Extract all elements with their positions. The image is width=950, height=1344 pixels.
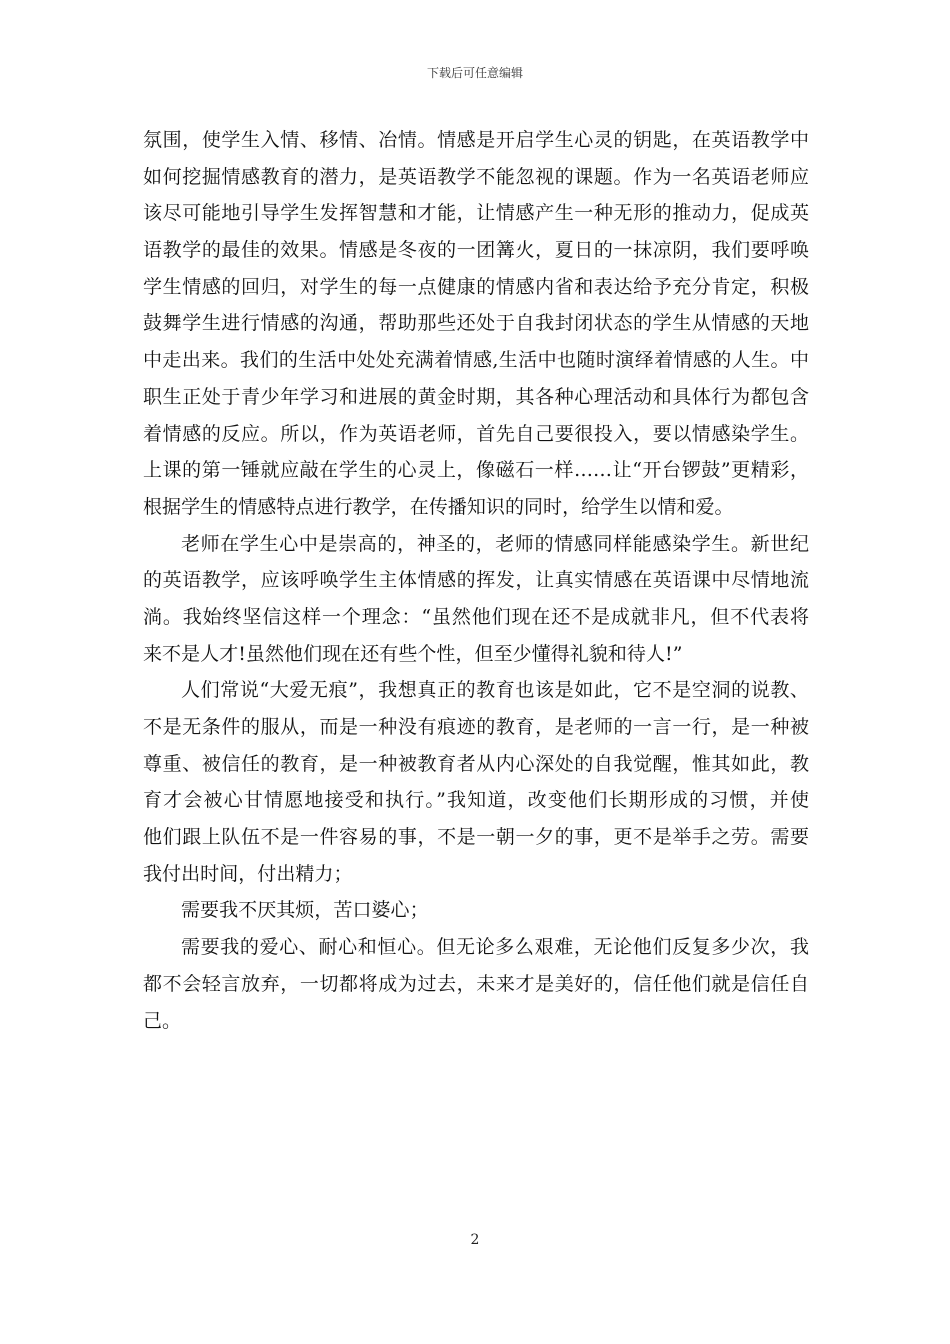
text-line: 着情感的反应。所以，作为英语老师，首先自己要很投入，要以情感染学生。 (143, 422, 809, 445)
text-line: 人们常说“大爱无痕”，我想真正的教育也该是如此，它不是空洞的说教、 (181, 679, 809, 702)
text-line: 他们跟上队伍不是一件容易的事，不是一朝一夕的事，更不是举手之劳。需要 (143, 826, 809, 849)
text-line: 不是无条件的服从，而是一种没有痕迹的教育，是老师的一言一行，是一种被 (143, 716, 809, 738)
paragraph (143, 672, 809, 892)
text-line: 中走出来。我们的生活中处处充满着情感,生活中也随时演绎着情感的人生。中 (143, 349, 809, 372)
document-body (143, 122, 809, 1039)
paragraph (143, 526, 809, 673)
text-line: 都不会轻言放弃，一切都将成为过去，未来才是美好的，信任他们就是信任自 (143, 972, 809, 995)
text-line: 需要我的爱心、耐心和恒心。但无论多么艰难，无论他们反复多少次，我 (181, 936, 809, 959)
text-line: 如何挖掘情感教育的潜力，是英语教学不能忽视的课题。作为一名英语老师应 (143, 165, 809, 188)
text-line: 该尽可能地引导学生发挥智慧和才能，让情感产生一种无形的推动力，促成英 (143, 202, 809, 225)
text-line: 根据学生的情感特点进行教学，在传播知识的同时，给学生以情和爱。 (143, 495, 734, 518)
text-line: 尊重、被信任的教育，是一种被教育者从内心深处的自我觉醒，惟其如此，教 (143, 752, 809, 775)
text-line: 的英语教学，应该呼唤学生主体情感的挥发，让真实情感在英语课中尽情地流 (143, 569, 809, 592)
text-line: 语教学的最佳的效果。情感是冬夜的一团篝火，夏日的一抹凉阴，我们要呼唤 (143, 239, 809, 262)
text-line: 需要我不厌其烦，苦口婆心； (181, 899, 429, 922)
text-line: 上课的第一锤就应敲在学生的心灵上，像磁石一样……让“开台锣鼓”更精彩， (143, 459, 809, 482)
page-number: 2 (470, 1232, 480, 1248)
text-line: 学生情感的回归，对学生的每一点健康的情感内省和表达给予充分肯定，积极 (143, 275, 809, 298)
text-line: 育才会被心甘情愿地接受和执行。”我知道，改变他们长期形成的习惯，并使 (143, 789, 809, 812)
paragraph (143, 892, 809, 929)
paragraph (143, 122, 809, 526)
text-line: 职生正处于青少年学习和进展的黄金时期，其各种心理活动和具体行为都包含 (143, 385, 809, 408)
text-line: 老师在学生心中是崇高的，神圣的，老师的情感同样能感染学生。新世纪 (181, 532, 809, 555)
text-line: 来不是人才!虽然他们现在还有些个性，但至少懂得礼貌和待人!” (143, 642, 683, 665)
text-line: 己。 (143, 1009, 182, 1032)
text-line: 氛围，使学生入情、移情、冶情。情感是开启学生心灵的钥匙，在英语教学中 (143, 129, 809, 151)
text-line: 鼓舞学生进行情感的沟通，帮助那些还处于自我封闭状态的学生从情感的天地 (143, 312, 809, 335)
paragraph (143, 929, 809, 1039)
text-line: 淌。我始终坚信这样一个理念：“虽然他们现在还不是成就非凡，但不代表将 (143, 605, 809, 628)
text-line: 我付出时间，付出精力； (143, 862, 353, 885)
page-header: 下载后可任意编辑 (426, 66, 523, 80)
